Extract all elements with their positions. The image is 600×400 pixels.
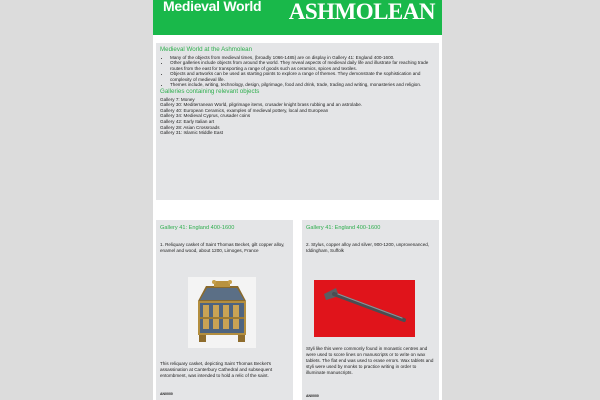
card-footer-label: AN0000 (160, 392, 173, 396)
reliquary-casket-image (188, 277, 256, 348)
intro-bullet: • Objects and artworks can be used as starting points to explore a range of themes. They demonstrate the sophistication and complexity of medieval life. (170, 71, 435, 82)
reliquary-casket-illustration (188, 277, 256, 348)
stylus-illustration (314, 280, 415, 337)
intro-panel (156, 43, 439, 200)
stylus-image (314, 280, 415, 337)
card-caption: 2. Stylus, copper alloy and silver, 900-1200, unprovenanced, Iddingham, Suffolk (306, 242, 430, 253)
gallery-card-stylus (302, 220, 439, 400)
card-footer-label: AN0000 (306, 394, 319, 398)
card-title: Gallery 41: England 400-1600 (160, 225, 235, 231)
card-caption: 1. Reliquary casket of Saint Thomas Becket, gilt copper alloy, enamel and wood, about 1200, Limoges, France (160, 242, 285, 253)
galleries-list (160, 97, 435, 136)
intro-bullet: • Many of the objects from medieval times, (broadly 1066-1485) are on display in Gallery 41: England 400-1600. (170, 55, 435, 61)
gallery-list-item: Gallery 31: Islamic Middle East (160, 130, 224, 136)
gallery-card-casket (156, 220, 293, 400)
document-page (153, 0, 442, 400)
card-title: Gallery 41: England 400-1600 (306, 225, 381, 231)
intro-heading: Medieval World at the Ashmolean (160, 46, 253, 53)
gallery-list-item: Gallery 34: Medieval Cyprus, crusader coins (160, 113, 251, 119)
page-title: Medieval World (163, 0, 262, 14)
intro-bullet: • Themes include, writing, technology, design, pilgrimage, food and drink, trade, trading and writing, monasteries and religion. (170, 82, 435, 88)
ashmolean-logo: ASHMOLEAN (288, 0, 435, 24)
intro-bullet-list (160, 55, 435, 89)
galleries-heading: Galleries containing relevant objects (160, 88, 260, 96)
gallery-list-item: Gallery 40: European Ceramics, examples of medieval pottery, local and European (160, 107, 329, 113)
card-description: This reliquary casket, depicting Saint Thomas Becket's assassination at Canterbury Cathedral and subsequent entombment, was intended to hold a relic of the saint. (160, 361, 273, 378)
card-description: Styli like this were commonly found in monastic centres and were used to score lines on manuscripts or to write on wax tablets. The flat end was used to erase errors. Wax tablets and styli were used by monks to practice writing in order to illuminate manuscripts. (306, 346, 434, 375)
gallery-list-item: Gallery 42: Early Italian art (160, 118, 215, 124)
gallery-list-item: Gallery 7: Money (160, 96, 195, 102)
intro-bullet: • Other galleries include objects from around the world. They reveal aspects of medieval daily life and illustrate far reaching trade routes from the east for transporting a range of goods such as ceramics, spices and textiles. (170, 60, 435, 71)
gallery-list-item: Gallery 28: Asian Crossroads (160, 124, 220, 130)
gallery-list-item: Gallery 30: Mediterranean World, pilgrimage items, crusader knight brass rubbing and an astrolabe. (160, 102, 363, 108)
header-banner (153, 0, 442, 35)
